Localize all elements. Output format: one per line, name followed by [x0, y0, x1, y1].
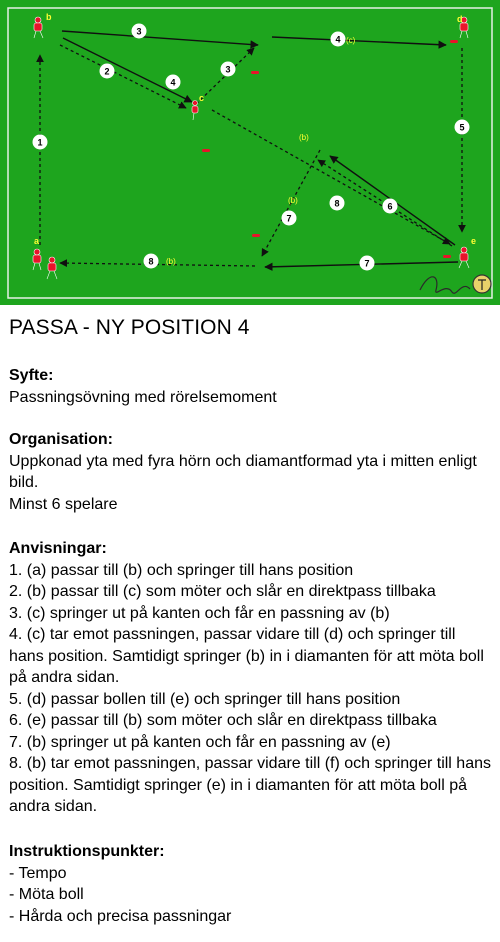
badge-3b [221, 62, 236, 77]
svg-text:7: 7 [364, 258, 370, 269]
tag-b-3: (b) [166, 257, 176, 266]
instructions-section [9, 538, 493, 818]
cone [252, 234, 260, 237]
purpose-heading: Syfte: [9, 367, 54, 384]
svg-text:2: 2 [104, 66, 110, 77]
keypoint-item: - Hårda och precisa passningar [9, 907, 232, 925]
instruction-item: 5. (d) passar bollen till (e) och springer till hans position [9, 690, 401, 708]
instruction-item: 6. (e) passar till (b) som möter och slår en direktpass tillbaka [9, 712, 437, 729]
svg-text:1: 1 [37, 137, 43, 148]
badge-4b [331, 32, 346, 47]
svg-text:8: 8 [148, 256, 154, 267]
organisation-line: Uppkonad yta med fyra hörn och diamantformad yta i mitten enligt bild. [9, 452, 477, 491]
label-a: a [34, 236, 40, 246]
instruction-item: 3. (c) springer ut på kanten och får en passning av (b) [9, 604, 390, 622]
keypoint-item: - Tempo [9, 864, 67, 882]
cone [251, 71, 259, 74]
svg-text:4: 4 [170, 77, 176, 88]
label-d: d [457, 14, 463, 24]
tag-b-1: (b) [299, 133, 309, 142]
tag-b-2: (b) [288, 196, 298, 205]
purpose-line: Passningsövning med rörelsemoment [9, 388, 277, 406]
field [0, 0, 500, 305]
svg-text:4: 4 [335, 34, 341, 45]
badge-3a [132, 24, 147, 39]
instruction-item: 4. (c) tar emot passningen, passar vidare till (d) och springer till hans position. Samtidigt springer (b) in i diamanten för att möta boll på andra sidan. [9, 626, 484, 686]
svg-text:3: 3 [136, 26, 142, 37]
organisation-heading: Organisation: [9, 431, 114, 448]
badge-8b [144, 254, 159, 269]
svg-text:3: 3 [225, 64, 231, 75]
instruction-item: 7. (b) springer ut på kanten och får en passning av (e) [9, 733, 391, 751]
organisation-line: Minst 6 spelare [9, 495, 118, 513]
tag-c: (c) [346, 36, 356, 45]
svg-text:6: 6 [387, 201, 393, 212]
badge-8a [330, 196, 345, 211]
badge-7b [360, 256, 375, 271]
badge-6 [383, 199, 398, 214]
svg-text:5: 5 [459, 122, 465, 133]
instruction-item: 1. (a) passar till (b) och springer till hans position [9, 561, 354, 579]
badge-5 [455, 120, 470, 135]
instruction-item: 2. (b) passar till (c) som möter och slår en direktpass tillbaka [9, 583, 436, 600]
badge-2 [100, 64, 115, 79]
organisation-section [9, 429, 493, 515]
badge-4a [166, 75, 181, 90]
cone [450, 40, 458, 43]
cone [202, 149, 210, 152]
cone [443, 255, 451, 258]
label-e: e [471, 236, 477, 246]
drill-diagram [0, 0, 500, 305]
svg-text:7: 7 [286, 213, 292, 224]
badge-7a [282, 211, 297, 226]
label-b: b [46, 12, 52, 22]
instructions-heading: Anvisningar: [9, 540, 107, 557]
keypoints-heading: Instruktionspunkter: [9, 843, 165, 860]
badge-1 [33, 135, 48, 150]
instruction-item: 8. (b) tar emot passningen, passar vidare till (f) och springer till hans position. Samtidigt springer (e) in i diamanten för att möta boll på andra sidan. [9, 755, 491, 815]
purpose-section [9, 365, 493, 408]
svg-text:8: 8 [334, 198, 340, 209]
keypoints-section [9, 841, 493, 927]
page-title: PASSA - NY POSITION 4 [9, 316, 250, 339]
keypoint-item: - Möta boll [9, 886, 84, 903]
label-c: c [199, 93, 205, 103]
